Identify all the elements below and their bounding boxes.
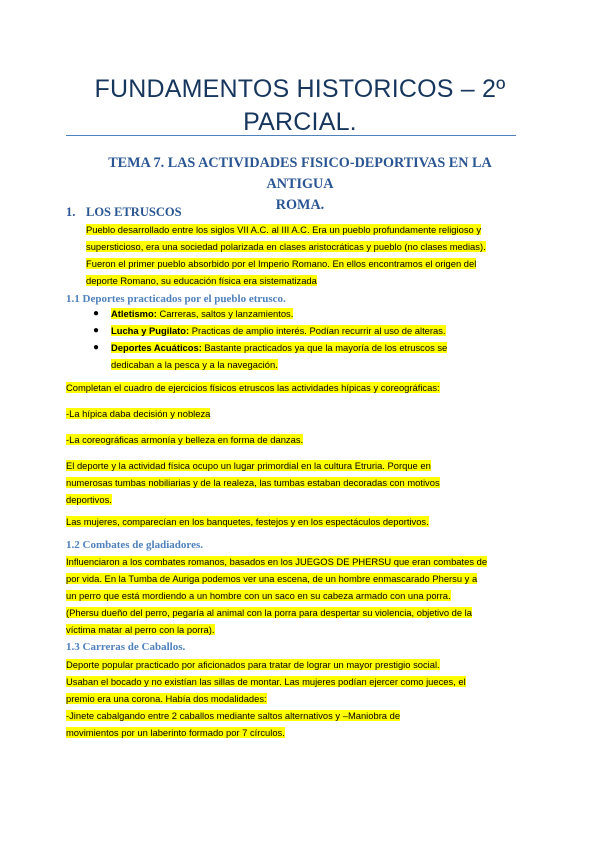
paragraph-line: supersticioso, era una sociedad polarizada en clases aristocráticas y pueblo (no clases medias).	[86, 241, 486, 252]
paragraph-line: numerosas tumbas nobiliarias y de la realeza, las tumbas estaban decoradas con motivos	[66, 477, 440, 488]
title-underline	[66, 135, 516, 136]
paragraph-line: -La hípica daba decisión y nobleza	[66, 408, 211, 419]
title-line-1: FUNDAMENTOS HISTORICOS – 2º	[94, 75, 506, 103]
bullet-term: Lucha y Pugilato:	[111, 325, 190, 336]
section-heading-etruscos	[66, 205, 182, 220]
subsection-heading-1-1: 1.1 Deportes practicados por el pueblo etrusco.	[66, 293, 286, 305]
bullet-icon: ●	[93, 308, 100, 319]
paragraph-mujeres	[66, 513, 429, 530]
section-heading-text: LOS ETRUSCOS	[86, 205, 182, 219]
paragraph-line: -La coreográficas armonía y belleza en forma de danzas.	[66, 434, 304, 445]
paragraph-line: deportivos.	[66, 494, 112, 505]
topic-heading-line-2: ROMA.	[275, 197, 325, 213]
etruscos-intro-paragraph	[86, 221, 486, 289]
paragraph-line: por vida. En la Tumba de Auriga podemos ver una escena, de un hombre enmascarado Phersu y a	[66, 573, 478, 584]
bullet-term: Deportes Acuáticos:	[111, 342, 202, 353]
paragraph-line: víctima matar al perro con la porra).	[66, 624, 215, 635]
paragraph-cuadro	[66, 379, 440, 396]
section-number: 1.	[66, 205, 76, 219]
subsection-heading-1-2: 1.2 Combates de gladiadores.	[66, 539, 203, 551]
paragraph-line: Deporte popular practicado por aficionados para tratar de lograr un mayor prestigio social.	[66, 659, 440, 670]
topic-heading-line-1: TEMA 7. LAS ACTIVIDADES FISICO-DEPORTIVAS EN LA ANTIGUA	[108, 155, 492, 192]
bullet-icon: ●	[93, 325, 100, 336]
paragraph-line: El deporte y la actividad física ocupo un lugar primordial en la cultura Etruria. Porque en	[66, 460, 431, 471]
paragraph-line: Pueblo desarrollado entre los siglos VII A.C. al III A.C. Era un pueblo profundamente religioso y	[86, 224, 482, 235]
paragraph-line: un perro que está mordiendo a un hombre con un saco en su cabeza armado con una porra.	[66, 590, 451, 601]
paragraph-line: movimientos por un laberinto formado por 7 círculos.	[66, 727, 285, 738]
list-item	[93, 305, 447, 322]
paragraph-line: Fueron el primer pueblo absorbido por el Imperio Romano. En ellos encontramos el origen del	[86, 258, 477, 269]
paragraph-line: (Phersu dueño del perro, pegaría al animal con la porra para despertar su violencia, objetivo de la	[66, 607, 472, 618]
paragraph-line: Completan el cuadro de ejercicios físicos etruscos las actividades hípicas y coreográficas:	[66, 382, 440, 393]
bullet-text: Carreras, saltos y lanzamientos.	[156, 308, 294, 319]
paragraph-deporte-etruria	[66, 457, 440, 508]
paragraph-hipica	[66, 405, 210, 422]
bullet-text: Bastante practicados ya que la mayoría de los etruscos se	[201, 342, 448, 353]
title-line-2: PARCIAL.	[243, 108, 357, 136]
paragraph-line: Usaban el bocado y no existían las sillas de montar. Las mujeres podían ejercer como jueces, el	[66, 676, 466, 687]
bullet-text-continued: dedicaban a la pesca y a la navegación.	[111, 359, 278, 370]
list-item	[93, 322, 447, 339]
bullet-term: Atletismo:	[111, 308, 157, 319]
paragraph-line: Las mujeres, comparecían en los banquetes, festejos y en los espectáculos deportivos.	[66, 516, 429, 527]
paragraph-line: premio era una corona. Había dos modalidades:	[66, 693, 267, 704]
list-item	[93, 339, 447, 373]
paragraph-coreografica	[66, 431, 303, 448]
bullet-icon: ●	[93, 342, 100, 353]
bullet-text: Practicas de amplio interés. Podían recurrir al uso de alteras.	[189, 325, 446, 336]
paragraph-line: Influenciaron a los combates romanos, basados en los JUEGOS DE PHERSU que eran combates de	[66, 556, 488, 567]
sports-bullet-list	[93, 305, 447, 373]
caballos-paragraph	[66, 656, 466, 741]
subsection-heading-1-3: 1.3 Carreras de Caballos.	[66, 641, 186, 653]
gladiadores-paragraph	[66, 553, 487, 638]
paragraph-line: deporte Romano, su educación física era sistematizada	[86, 275, 317, 286]
paragraph-line: -Jinete cabalgando entre 2 caballos mediante saltos alternativos y –Maniobra de	[66, 710, 401, 721]
document-title	[66, 73, 534, 139]
